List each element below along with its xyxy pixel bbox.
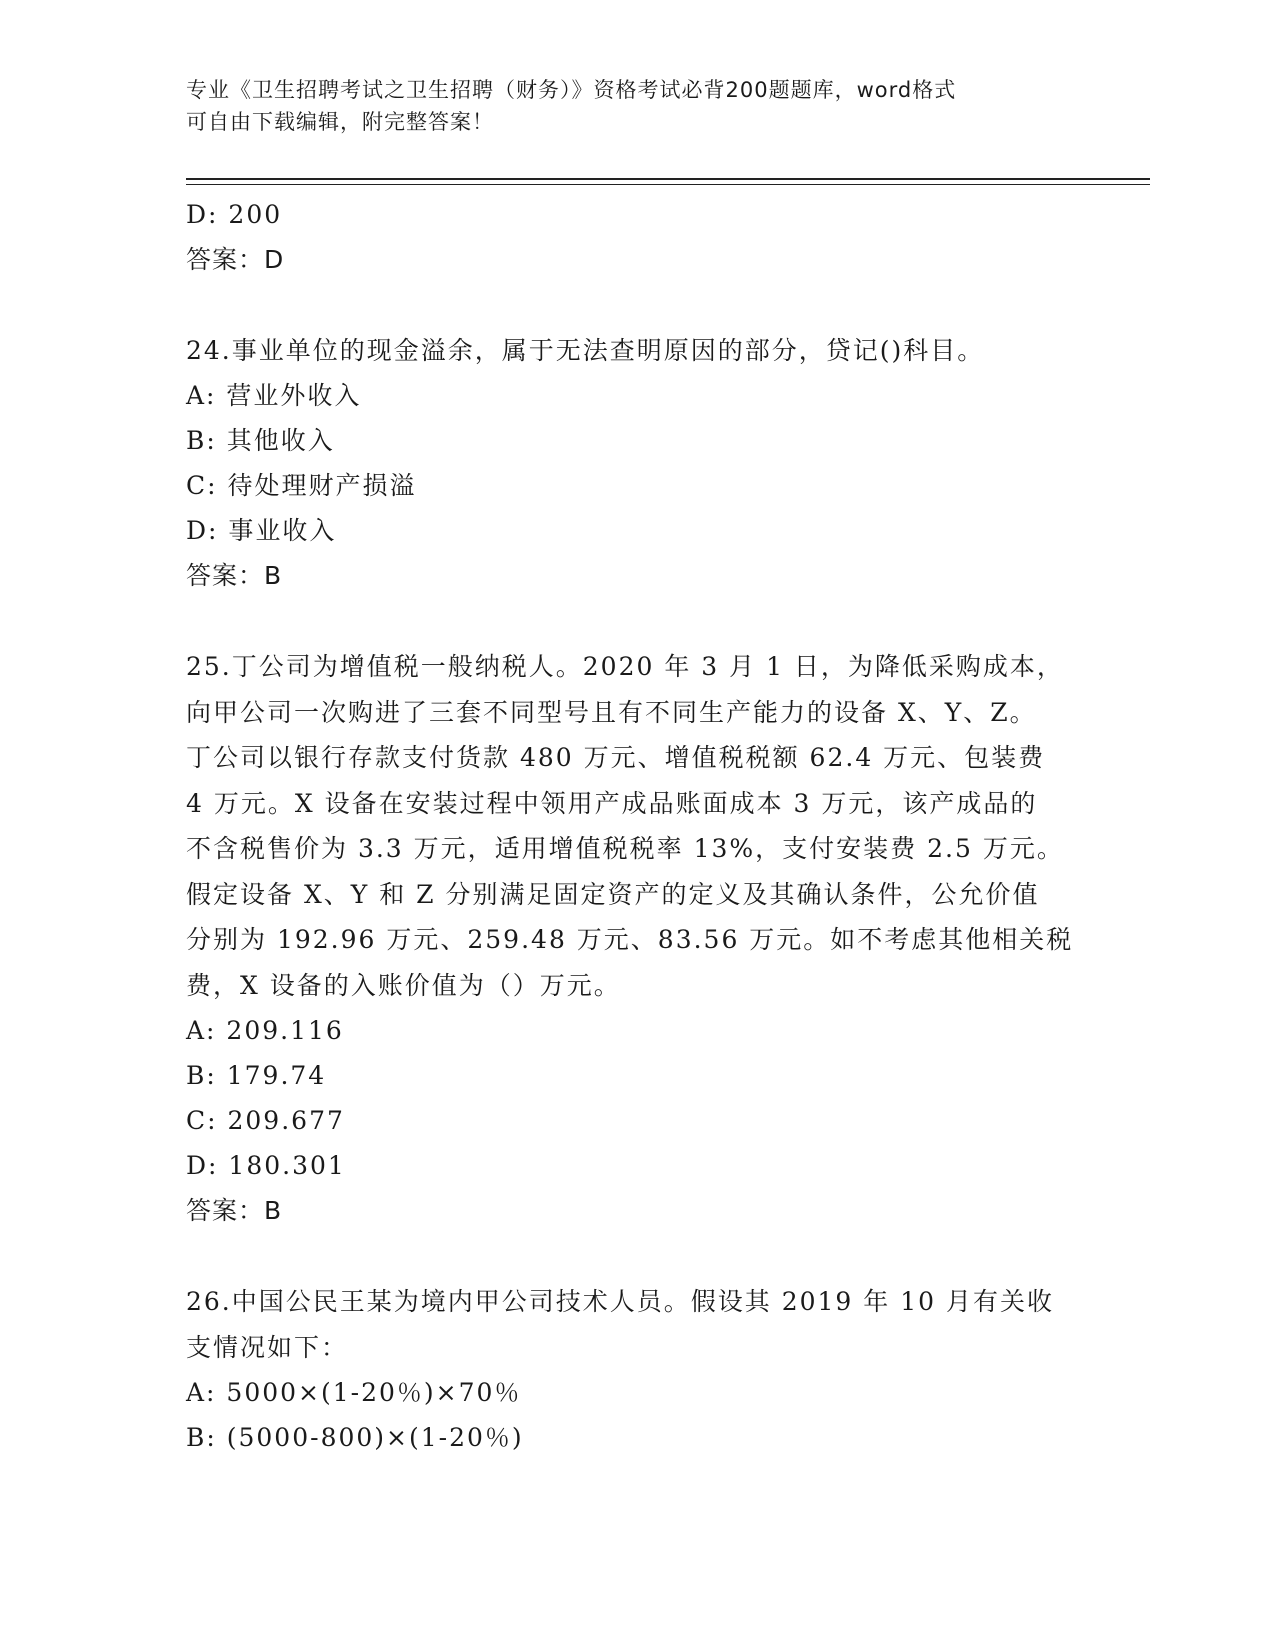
question-text	[186, 1279, 1086, 1370]
question-line: 分别为 192.96 万元、259.48 万元、83.56 万元。如不考虑其他相关税	[186, 925, 1074, 954]
question-line: 费，X 设备的入账价值为（）万元。	[186, 970, 621, 1000]
question-line: 假定设备 X、Y 和 Z 分别满足固定资产的定义及其确认条件，公允价值	[186, 879, 1040, 909]
question-content	[186, 192, 1086, 1460]
question-line: 4 万元。X 设备在安装过程中领用产成品账面成本 3 万元，该产成品的	[186, 788, 1038, 818]
option-a: A: 5000×(1-20％)×70％	[186, 1378, 522, 1407]
question-line: 丁公司以银行存款支付货款 480 万元、增值税税额 62.4 万元、包装费	[186, 743, 1046, 772]
question-line: 支情况如下：	[186, 1332, 349, 1362]
answer-line: 答案：B	[186, 561, 283, 590]
header-rule-thick	[186, 178, 1150, 180]
option-d: D: 事业收入	[186, 516, 337, 545]
previous-question-tail	[186, 192, 1086, 282]
question-25	[186, 644, 1086, 1233]
option-c: C: 209.677	[186, 1106, 345, 1135]
question-text	[186, 644, 1086, 1008]
option-d: D: 180.301	[186, 1151, 346, 1180]
answer-line: 答案：B	[186, 1196, 283, 1225]
option-b: B: (5000-800)×(1-20％)	[186, 1423, 524, 1452]
option-a: A: 209.116	[186, 1016, 344, 1045]
header-line-1: 专业《卫生招聘考试之卫生招聘（财务）》资格考试必背200题题库，word格式	[186, 78, 957, 102]
question-line: 向甲公司一次购进了三套不同型号且有不同生产能力的设备 X、Y、Z。	[186, 697, 1037, 727]
option-a: A: 营业外收入	[186, 381, 362, 410]
question-line: 不含税售价为 3.3 万元，适用增值税税率 13%，支付安装费 2.5 万元。	[186, 834, 1064, 863]
option-b: B: 179.74	[186, 1061, 327, 1090]
question-line: 25.丁公司为增值税一般纳税人。2020 年 3 月 1 日，为降低采购成本，	[186, 652, 1064, 681]
question-26	[186, 1279, 1086, 1460]
option-c: C: 待处理财产损溢	[186, 471, 417, 500]
question-text: 24.事业单位的现金溢余，属于无法查明原因的部分，贷记()科目。	[186, 336, 985, 365]
document-header	[186, 74, 1066, 138]
header-line-2: 可自由下载编辑，附完整答案！	[186, 110, 494, 134]
question-line: 26.中国公民王某为境内甲公司技术人员。假设其 2019 年 10 月有关收	[186, 1287, 1054, 1316]
question-24	[186, 328, 1086, 598]
option-b: B: 其他收入	[186, 426, 335, 455]
header-rule-thin	[186, 184, 1150, 185]
option-d: D: 200	[186, 200, 283, 229]
answer-line: 答案：D	[186, 245, 285, 274]
